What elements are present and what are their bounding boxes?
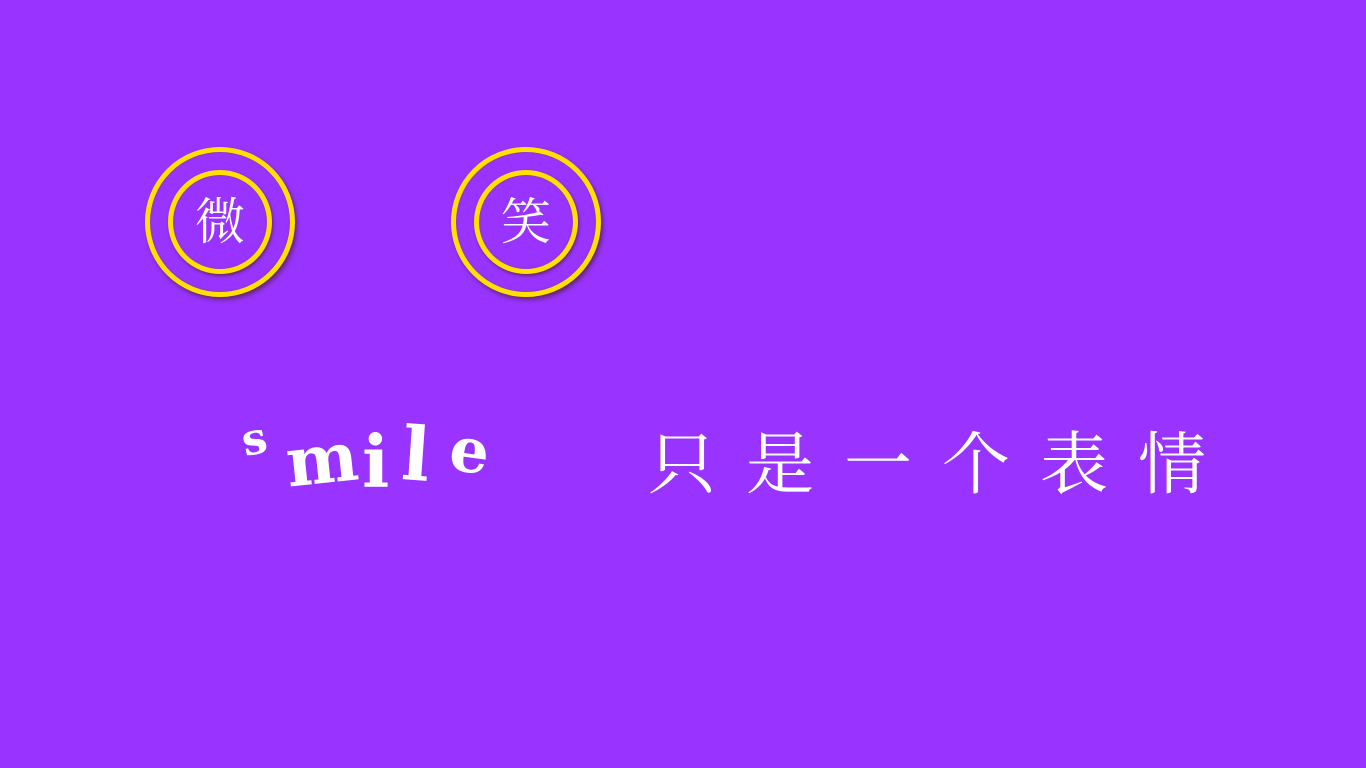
tagline: 只是一个表情 — [648, 426, 1237, 505]
smile-letter-i: i — [362, 419, 390, 504]
smile-letter-s: s — [236, 411, 272, 468]
smile-word — [236, 408, 500, 518]
badge-inner-ring — [168, 170, 272, 274]
smile-letter-e: e — [445, 411, 495, 490]
smile-letter-m: m — [282, 416, 362, 504]
badge-char-wei: 微 — [195, 193, 245, 251]
badge-inner-ring — [474, 170, 578, 274]
badge-xiao — [451, 147, 601, 297]
smile-letter-l: l — [399, 411, 434, 499]
badge-wei — [145, 147, 295, 297]
badge-char-xiao: 笑 — [501, 193, 551, 251]
